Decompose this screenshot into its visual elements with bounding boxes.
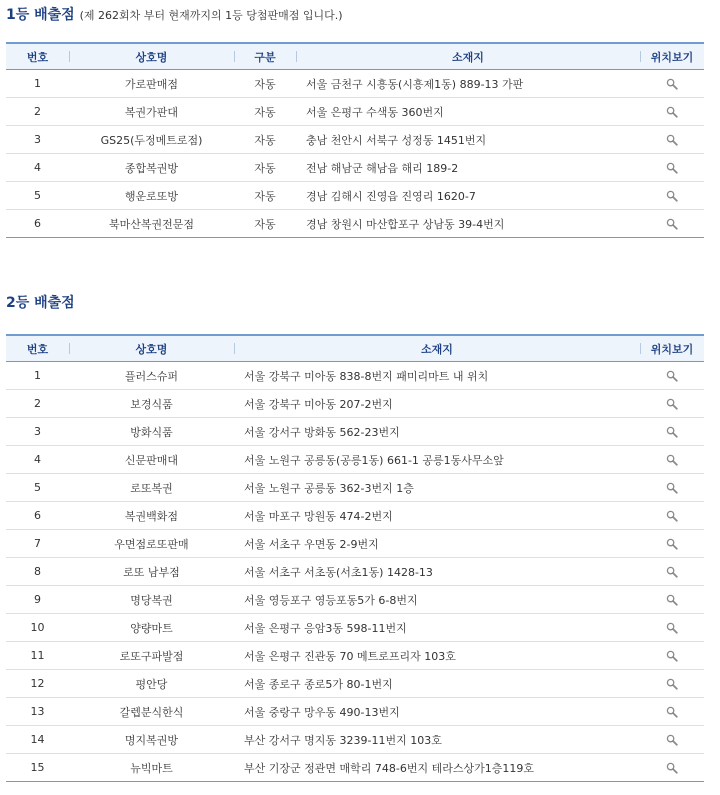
cell-address: 서울 노원구 공릉동 362-3번지 1층 [234, 474, 640, 502]
table-row [6, 698, 704, 726]
cell-location [640, 418, 704, 446]
cell-name: 평안당 [69, 670, 234, 698]
cell-address: 서울 은평구 응암3동 598-11번지 [234, 614, 640, 642]
magnifier-icon[interactable] [666, 398, 678, 410]
table-row [6, 154, 704, 182]
table-row [6, 418, 704, 446]
table-row [6, 530, 704, 558]
cell-name: 방화식품 [69, 418, 234, 446]
magnifier-icon[interactable] [666, 482, 678, 494]
magnifier-icon[interactable] [666, 454, 678, 466]
cell-name: 뉴빅마트 [69, 754, 234, 782]
cell-address: 서울 노원구 공릉동(공릉1동) 661-1 공릉1동사무소앞 [234, 446, 640, 474]
cell-location [640, 154, 704, 182]
first-prize-rows [6, 70, 704, 238]
cell-location [640, 126, 704, 154]
header-address: 소재지 [234, 335, 640, 362]
cell-location [640, 698, 704, 726]
cell-location [640, 98, 704, 126]
cell-name: 로또복권 [69, 474, 234, 502]
cell-address: 서울 서초구 우면동 2-9번지 [234, 530, 640, 558]
table-row [6, 474, 704, 502]
table-row [6, 642, 704, 670]
cell-no: 9 [6, 586, 69, 614]
first-prize-title [6, 4, 343, 24]
cell-no: 1 [6, 362, 69, 390]
cell-type: 자동 [234, 70, 296, 98]
second-prize-rows [6, 362, 704, 782]
cell-location [640, 502, 704, 530]
magnifier-icon[interactable] [666, 678, 678, 690]
cell-no: 4 [6, 446, 69, 474]
header-location: 위치보기 [640, 335, 704, 362]
magnifier-icon[interactable] [666, 106, 678, 118]
table-row [6, 614, 704, 642]
cell-no: 3 [6, 418, 69, 446]
second-prize-table [6, 334, 704, 782]
cell-address: 부산 강서구 명지동 3239-11번지 103호 [234, 726, 640, 754]
magnifier-icon[interactable] [666, 218, 678, 230]
cell-name: 명지복권방 [69, 726, 234, 754]
cell-location [640, 390, 704, 418]
cell-name: 우면점로또판매 [69, 530, 234, 558]
cell-address: 서울 강북구 미아동 838-8번지 패미리마트 내 위치 [234, 362, 640, 390]
table-row [6, 70, 704, 98]
cell-name: 명당복권 [69, 586, 234, 614]
cell-location [640, 210, 704, 238]
cell-type: 자동 [234, 210, 296, 238]
cell-name: 복권가판대 [69, 98, 234, 126]
cell-location [640, 642, 704, 670]
cell-location [640, 530, 704, 558]
cell-location [640, 754, 704, 782]
header-address: 소재지 [296, 43, 640, 70]
cell-no: 4 [6, 154, 69, 182]
cell-no: 5 [6, 182, 69, 210]
magnifier-icon[interactable] [666, 370, 678, 382]
cell-no: 13 [6, 698, 69, 726]
table-row [6, 754, 704, 782]
magnifier-icon[interactable] [666, 190, 678, 202]
cell-name: 신문판매대 [69, 446, 234, 474]
table-row [6, 98, 704, 126]
cell-location [640, 182, 704, 210]
table-row [6, 126, 704, 154]
cell-address: 서울 강북구 미아동 207-2번지 [234, 390, 640, 418]
table-row [6, 586, 704, 614]
second-prize-title [6, 292, 75, 312]
cell-name: 종합복권방 [69, 154, 234, 182]
cell-no: 6 [6, 502, 69, 530]
cell-address: 전남 해남군 해남읍 해리 189-2 [296, 154, 640, 182]
table-row [6, 210, 704, 238]
cell-location [640, 558, 704, 586]
first-prize-table [6, 42, 704, 238]
second-prize-heading: 2등 배출점 [6, 295, 75, 311]
header-no: 번호 [6, 43, 69, 70]
cell-name: 플러스슈퍼 [69, 362, 234, 390]
first-prize-note: (제 262회차 부터 현재까지의 1등 당첨판매점 입니다.) [79, 9, 343, 22]
cell-location [640, 446, 704, 474]
cell-address: 서울 영등포구 영등포동5가 6-8번지 [234, 586, 640, 614]
cell-name: 가로판매점 [69, 70, 234, 98]
cell-name: 보경식품 [69, 390, 234, 418]
table-row [6, 390, 704, 418]
cell-address: 경남 김해시 진영읍 진영리 1620-7 [296, 182, 640, 210]
cell-location [640, 586, 704, 614]
cell-no: 6 [6, 210, 69, 238]
cell-type: 자동 [234, 182, 296, 210]
cell-name: 행운로또방 [69, 182, 234, 210]
cell-no: 2 [6, 98, 69, 126]
cell-no: 2 [6, 390, 69, 418]
cell-no: 15 [6, 754, 69, 782]
cell-type: 자동 [234, 126, 296, 154]
table-header-row [6, 335, 704, 362]
table-row [6, 446, 704, 474]
cell-no: 3 [6, 126, 69, 154]
cell-name: 양량마트 [69, 614, 234, 642]
cell-address: 서울 강서구 방화동 562-23번지 [234, 418, 640, 446]
header-location: 위치보기 [640, 43, 704, 70]
cell-no: 1 [6, 70, 69, 98]
magnifier-icon[interactable] [666, 78, 678, 90]
magnifier-icon[interactable] [666, 566, 678, 578]
magnifier-icon[interactable] [666, 510, 678, 522]
cell-address: 서울 종로구 종로5가 80-1번지 [234, 670, 640, 698]
cell-address: 서울 서초구 서초동(서초1동) 1428-13 [234, 558, 640, 586]
cell-type: 자동 [234, 154, 296, 182]
magnifier-icon[interactable] [666, 622, 678, 634]
cell-name: GS25(두정메트로점) [69, 126, 234, 154]
table-row [6, 670, 704, 698]
cell-location [640, 670, 704, 698]
magnifier-icon[interactable] [666, 426, 678, 438]
cell-location [640, 474, 704, 502]
cell-name: 로또 남부점 [69, 558, 234, 586]
magnifier-icon[interactable] [666, 706, 678, 718]
cell-address: 충남 천안시 서북구 성정동 1451번지 [296, 126, 640, 154]
cell-location [640, 614, 704, 642]
cell-address: 경남 창원시 마산합포구 상남동 39-4번지 [296, 210, 640, 238]
magnifier-icon[interactable] [666, 734, 678, 746]
magnifier-icon[interactable] [666, 134, 678, 146]
cell-no: 5 [6, 474, 69, 502]
cell-location [640, 70, 704, 98]
header-no: 번호 [6, 335, 69, 362]
cell-no: 14 [6, 726, 69, 754]
cell-address: 서울 금천구 시흥동(시흥제1동) 889-13 가판 [296, 70, 640, 98]
cell-address: 서울 은평구 수색동 360번지 [296, 98, 640, 126]
cell-location [640, 726, 704, 754]
magnifier-icon[interactable] [666, 650, 678, 662]
cell-no: 11 [6, 642, 69, 670]
header-name: 상호명 [69, 335, 234, 362]
cell-no: 7 [6, 530, 69, 558]
magnifier-icon[interactable] [666, 538, 678, 550]
cell-no: 8 [6, 558, 69, 586]
cell-no: 10 [6, 614, 69, 642]
table-header-row [6, 43, 704, 70]
table-row [6, 362, 704, 390]
cell-name: 복권백화점 [69, 502, 234, 530]
cell-type: 자동 [234, 98, 296, 126]
magnifier-icon[interactable] [666, 762, 678, 774]
cell-name: 갈렙분식한식 [69, 698, 234, 726]
magnifier-icon[interactable] [666, 162, 678, 174]
table-row [6, 502, 704, 530]
cell-name: 북마산복권전문점 [69, 210, 234, 238]
header-type: 구분 [234, 43, 296, 70]
cell-address: 서울 중랑구 망우동 490-13번지 [234, 698, 640, 726]
cell-location [640, 362, 704, 390]
table-row [6, 182, 704, 210]
first-prize-heading: 1등 배출점 [6, 7, 75, 23]
cell-address: 부산 기장군 정관면 매학리 748-6번지 테라스상가1층119호 [234, 754, 640, 782]
magnifier-icon[interactable] [666, 594, 678, 606]
cell-no: 12 [6, 670, 69, 698]
cell-name: 로또구파발점 [69, 642, 234, 670]
table-row [6, 558, 704, 586]
header-name: 상호명 [69, 43, 234, 70]
cell-address: 서울 은평구 진관동 70 메트로프리자 103호 [234, 642, 640, 670]
table-row [6, 726, 704, 754]
cell-address: 서울 마포구 망원동 474-2번지 [234, 502, 640, 530]
